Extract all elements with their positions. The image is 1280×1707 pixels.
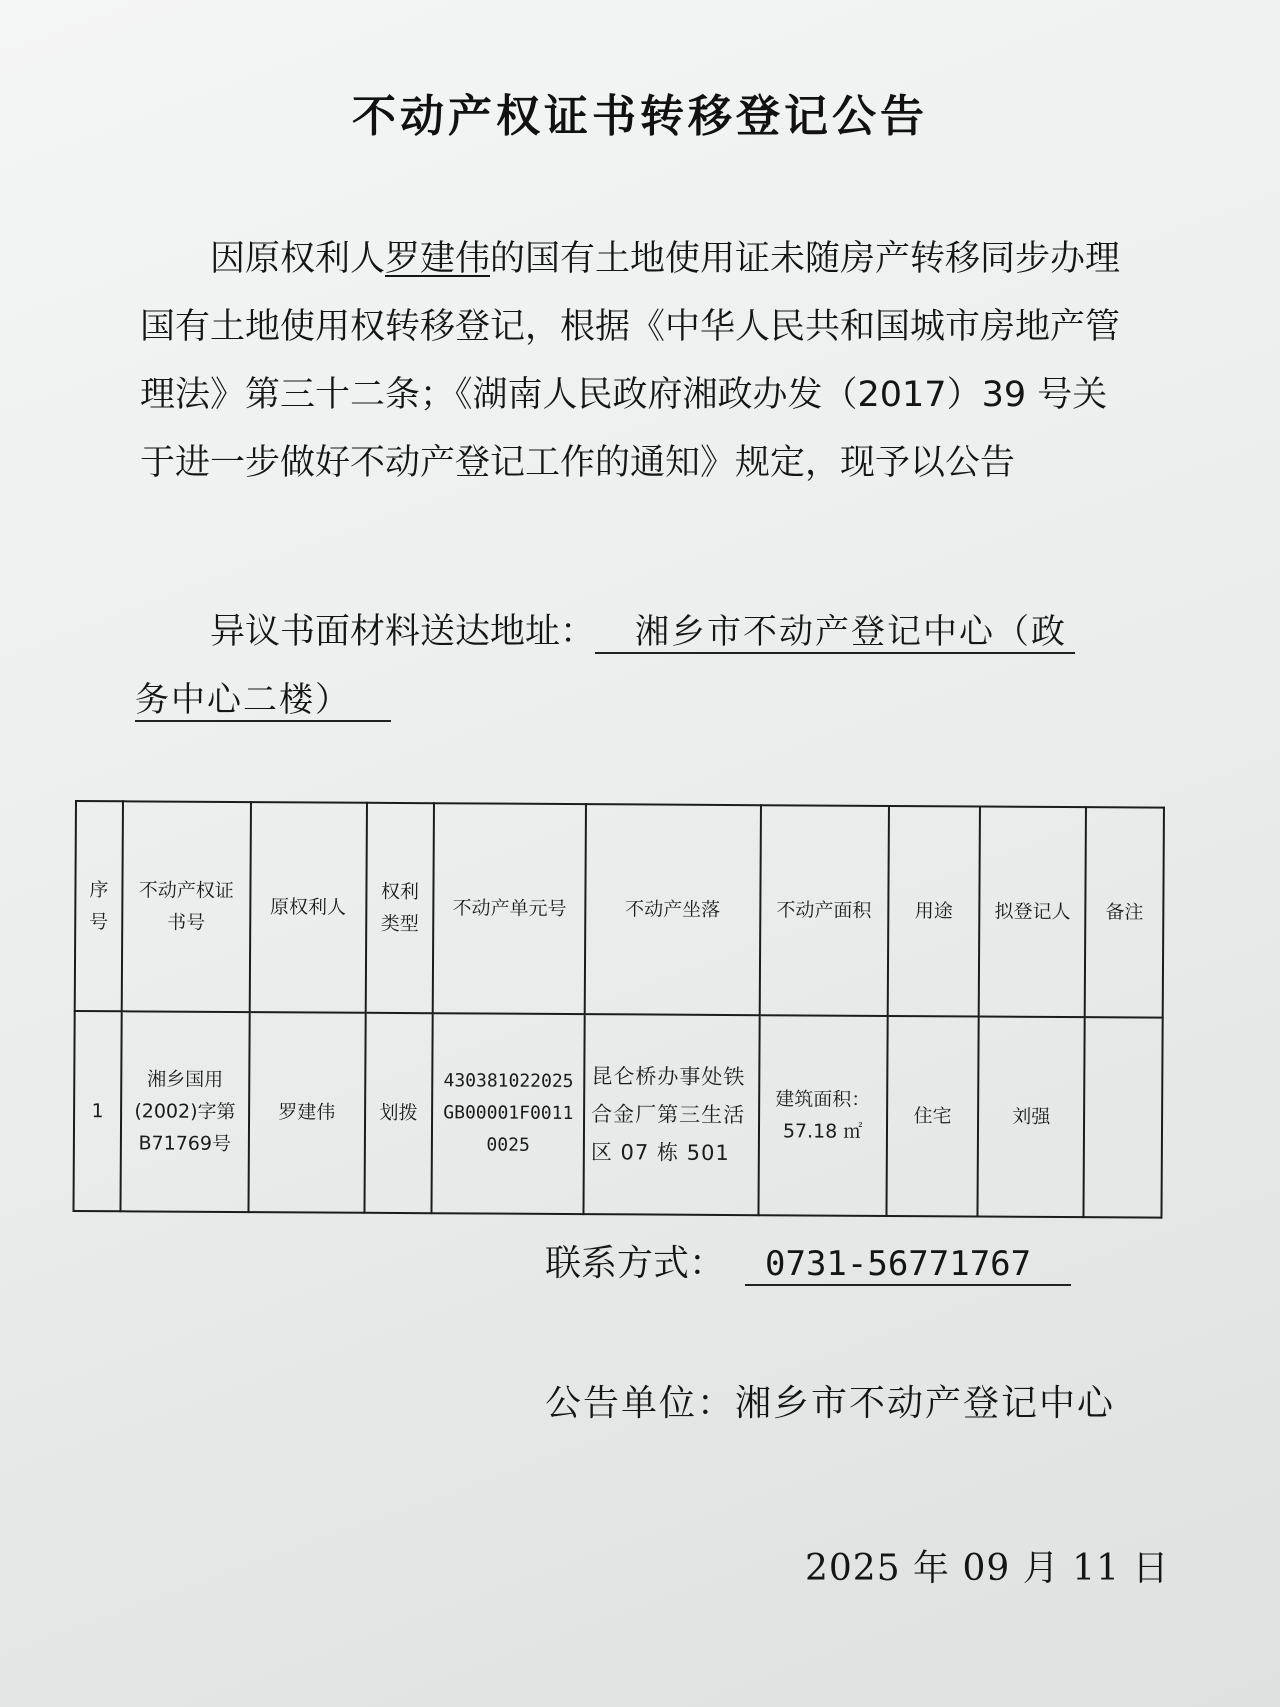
header-right-type: 权利类型	[365, 803, 434, 1013]
objection-address-part2: 务中心二楼）	[135, 680, 391, 722]
objection-address	[135, 598, 1135, 734]
issuer-label: 公告单位：	[545, 1383, 736, 1424]
objection-address-part1: 湘乡市不动产登记中心（政	[595, 612, 1075, 654]
cell-seq: 1	[73, 1011, 121, 1211]
contact-label: 联系方式：	[545, 1243, 726, 1284]
cell-right-type: 划拨	[364, 1013, 433, 1213]
header-new-holder: 拟登记人	[979, 807, 1086, 1018]
header-seq: 序号	[75, 801, 123, 1011]
cell-unit-no: 430381022025GB00001F00110025	[432, 1013, 585, 1214]
paragraph-prefix: 因原权利人	[210, 239, 386, 279]
cell-cert-no: 湘乡国用(2002)字第B71769号	[120, 1011, 249, 1212]
header-remark: 备注	[1085, 807, 1164, 1017]
paragraph-text: 的国有土地使用证未随房产转移同步办理国有土地使用权转移登记，根据《中华人民共和国城市房地产管理法》第三十二条；《湖南人民政府湘政办发（2017）39 号关于进一步做好不动产登记工作的通知》规定，现予以公告	[140, 239, 1121, 483]
contact-phone: 0731-56771767	[745, 1244, 1071, 1286]
header-cert-no: 不动产权证书号	[122, 801, 251, 1012]
header-unit-no: 不动产单元号	[433, 803, 586, 1014]
notice-paragraph	[140, 225, 1130, 497]
header-area: 不动产面积	[759, 805, 888, 1016]
header-original-holder: 原权利人	[250, 802, 367, 1013]
original-holder-name: 罗建伟	[385, 239, 491, 279]
header-usage: 用途	[887, 806, 980, 1017]
document-title: 不动产权证书转移登记公告	[352, 91, 928, 142]
issuer-name: 湘乡市不动产登记中心	[735, 1383, 1116, 1424]
objection-label: 异议书面材料送达地址：	[210, 612, 596, 652]
cell-new-holder: 刘强	[978, 1017, 1085, 1218]
issuer-info	[545, 1375, 1115, 1426]
cell-usage: 住宅	[886, 1016, 979, 1217]
contact-info	[545, 1235, 1071, 1286]
registration-table	[72, 800, 1164, 1219]
cell-location: 昆仑桥办事处铁合金厂第三生活区 07 栋 501	[584, 1014, 760, 1215]
table-header-row	[75, 801, 1164, 1018]
table-row	[73, 1011, 1162, 1218]
cell-remark	[1084, 1017, 1163, 1217]
notice-date: 2025 年 09 月 11 日	[805, 1548, 1170, 1589]
header-location: 不动产坐落	[585, 804, 761, 1015]
cell-area: 建筑面积：57.18 ㎡	[758, 1015, 887, 1216]
cell-original-holder: 罗建伟	[248, 1012, 365, 1213]
